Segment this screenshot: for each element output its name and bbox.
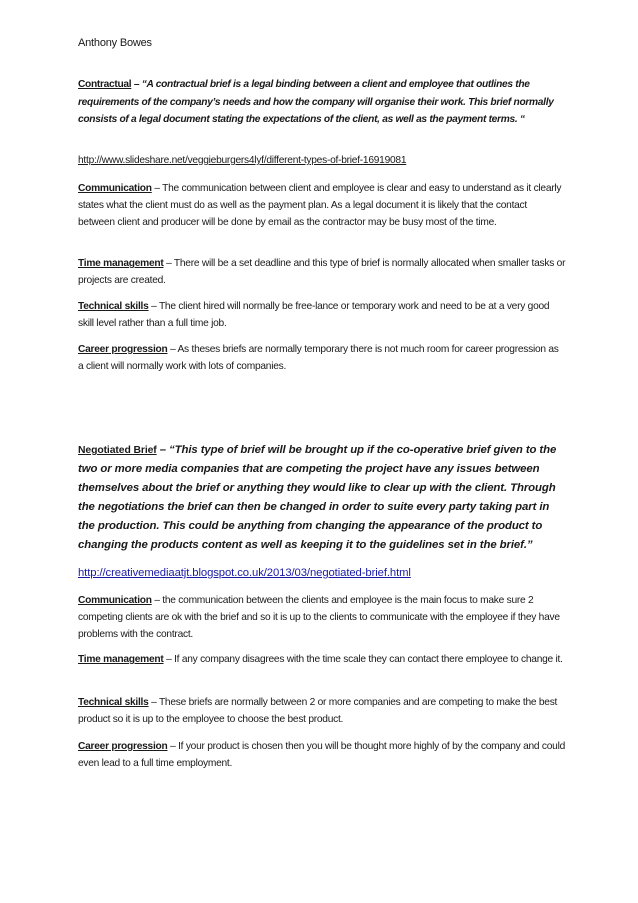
contractual-source-link[interactable]: http://www.slideshare.net/veggieburgers4lyf/different-types-of-brief-16919081 (78, 155, 407, 166)
list-item (78, 298, 566, 332)
negotiated-time-management (78, 651, 566, 668)
item-text: – If your product is chosen then you will be thought more highly of by the company and could even lead to a full time employment. (78, 741, 566, 769)
contractual-technical-skills (78, 298, 566, 332)
list-item (78, 592, 566, 643)
negotiated-technical-skills (78, 694, 566, 728)
item-term: Time management (78, 258, 164, 269)
item-text: – The communication between client and employee is clear and easy to understand as it clearly states what the client must do as well as the payment plan. As a legal document it is likely that the contact between client and producer will be done by email as the contractor may be busy most of the time. (78, 183, 562, 228)
negotiated-definition (78, 441, 566, 555)
contractual-quote-text: – “A contractual brief is a legal binding between a client and employee that outlines the requirements of the company’s needs and how the company will organise their work. This brief normally consists of a legal document stating the expectations of the client, as well as the payment terms. “ (78, 79, 554, 125)
negotiated-quote (78, 441, 566, 555)
item-text: – These briefs are normally between 2 or more companies and are competing to make the best product so it is up to the employee to choose the best product. (78, 697, 558, 725)
contractual-definition (78, 76, 566, 129)
contractual-career-progression (78, 341, 566, 375)
list-item (78, 180, 566, 231)
contractual-time-management (78, 255, 566, 289)
item-text: – As theses briefs are normally temporary there is not much room for career progression as a client will normally work with lots of companies. (78, 344, 559, 372)
item-text: – If any company disagrees with the time scale they can contact there employee to change it. (163, 654, 563, 665)
negotiated-communication (78, 592, 566, 643)
negotiated-source-link[interactable]: http://creativemediaatjt.blogspot.co.uk/2013/03/negotiated-brief.html (78, 567, 411, 579)
contractual-quote (78, 76, 566, 129)
author-name: Anthony Bowes (78, 37, 152, 49)
list-item (78, 651, 566, 668)
item-term: Communication (78, 183, 152, 194)
item-term: Technical skills (78, 697, 149, 708)
list-item (78, 255, 566, 289)
item-term: Technical skills (78, 301, 149, 312)
contractual-term: Contractual (78, 79, 132, 90)
list-item (78, 694, 566, 728)
item-term: Communication (78, 595, 152, 606)
item-term: Career progression (78, 344, 168, 355)
list-item (78, 738, 566, 772)
item-text: – The client hired will normally be free-lance or temporary work and need to be at a very good skill level rather than a full time job. (78, 301, 550, 329)
item-text: – the communication between the clients and employee is the main focus to make sure 2 competing clients are ok with the brief and so it is up to the clients to communicate with the employee if they have problems with the contract. (78, 595, 560, 640)
negotiated-term: Negotiated Brief (78, 445, 157, 456)
contractual-communication (78, 180, 566, 231)
item-text: – There will be a set deadline and this type of brief is normally allocated when smaller tasks or projects are created. (78, 258, 566, 286)
negotiated-quote-text: – “This type of brief will be brought up if the co-operative brief given to the two or more media companies that are competing the project have any issues between themselves about the brief or anything they would like to clear up with the client. Through the negotiations the brief can then be changed in order to suite every party taking part in the production. This could be anything from changing the appearance of the product to changing the products content as well as keeping it to the guidelines set in the brief.” (78, 444, 557, 551)
list-item (78, 341, 566, 375)
item-term: Career progression (78, 741, 168, 752)
item-term: Time management (78, 654, 164, 665)
negotiated-career-progression (78, 738, 566, 772)
